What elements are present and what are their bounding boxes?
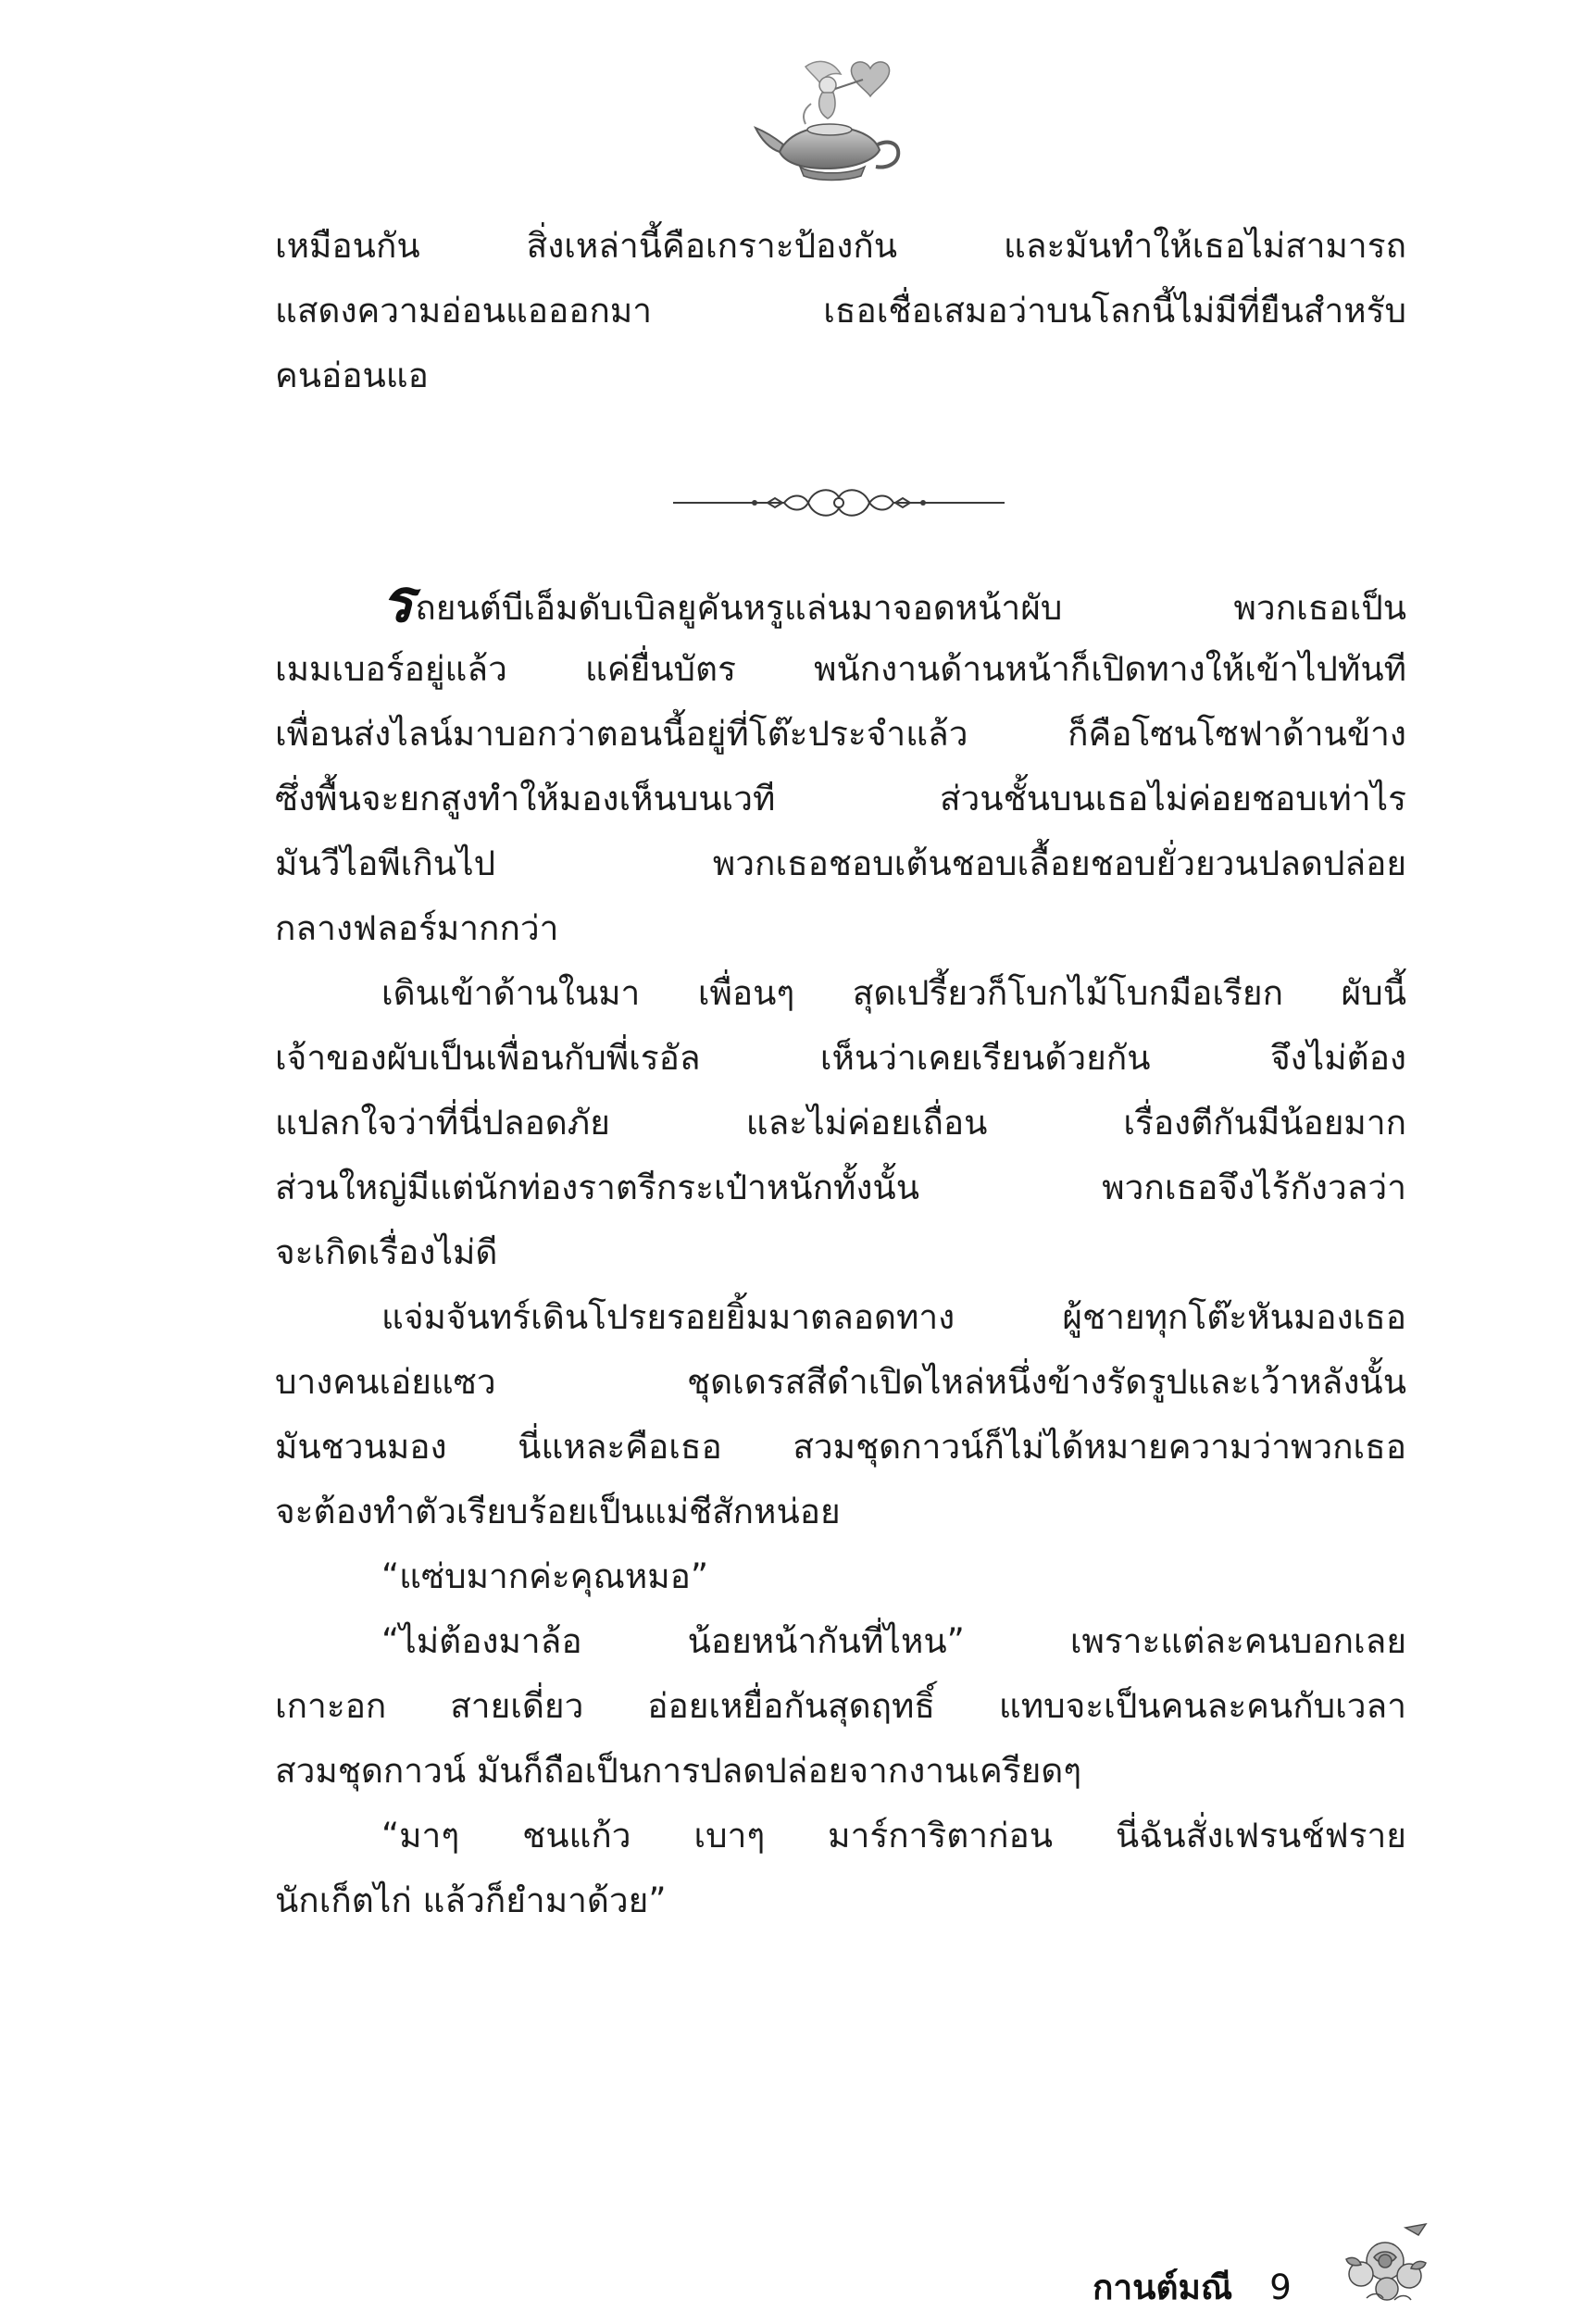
text-line: แปลกใจว่าที่นี่ปลอดภัย และไม่ค่อยเถื่อน เรื่องตีกันมีน้อยมาก <box>275 1103 1406 1143</box>
text-line: แจ่มจันทร์เดินโปรยรอยยิ้มมาตลอดทาง ผู้ชายทุกโต๊ะหันมองเธอ <box>381 1297 1406 1337</box>
text-line: สวมชุดกาวน์ มันก็ถือเป็นการปลดปล่อยจากงานเครียดๆ <box>275 1751 1082 1791</box>
text-line: คนอ่อนแอ <box>275 356 429 395</box>
text-line: “มาๆ ชนแก้ว เบาๆ มาร์การิตาก่อน นี่ฉันสั่งเฟรนช์ฟราย <box>381 1816 1406 1855</box>
story-body <box>275 568 1406 1933</box>
text-line: กลางฟลอร์มากกว่า <box>275 908 559 948</box>
text-line: มันชวนมอง นี่แหละคือเธอ สวมชุดกาวน์ก็ไม่ได้หมายความว่าพวกเธอ <box>275 1427 1406 1467</box>
flower-bouquet-icon <box>1341 2222 1433 2305</box>
book-title: กานต์มณี <box>1093 2267 1233 2307</box>
text-line: “แซ่บมากค่ะคุณหมอ” <box>381 1556 709 1596</box>
text-line: เกาะอก สายเดี่ยว อ่อยเหยื่อกันสุดฤทธิ์ แทบจะเป็นคนละคนกับเวลา <box>275 1686 1406 1726</box>
text-line: มันวีไอพีเกินไป พวกเธอชอบเต้นชอบเลื้อยชอบยั่วยวนปลดปล่อย <box>275 843 1406 883</box>
text-line: ซึ่งพื้นจะยกสูงทำให้มองเห็นบนเวที ส่วนชั้นบนเธอไม่ค่อยชอบเท่าไร <box>275 779 1406 818</box>
text-line: จะเกิดเรื่องไม่ดี <box>275 1232 498 1272</box>
first-line-text: ถยนต์บีเอ็มดับเบิลยูคันหรูแล่นมาจอดหน้าผับ พวกเธอเป็น <box>415 588 1406 628</box>
text-line: เดินเข้าด้านในมา เพื่อนๆ สุดเปรี้ยวก็โบกไม้โบกมือเรียก ผับนี้ <box>381 973 1406 1013</box>
text-line: เจ้าของผับเป็นเพื่อนกับพี่เรอัล เห็นว่าเคยเรียนด้วยกัน จึงไม่ต้อง <box>275 1038 1406 1078</box>
text-line: บางคนเอ่ยแซว ชุดเดรสสีดำเปิดไหล่หนึ่งข้างรัดรูปและเว้าหลังนั้น <box>275 1362 1406 1402</box>
text-line: แสดงความอ่อนแอออกมา เธอเชื่อเสมอว่าบนโลกนี้ไม่มีที่ยืนสำหรับ <box>275 291 1406 331</box>
text-line: ส่วนใหญ่มีแต่นักท่องราตรีกระเป๋าหนักทั้งนั้น พวกเธอจึงไร้กังวลว่า <box>275 1168 1406 1207</box>
cupid-teapot-emblem-icon <box>752 48 909 185</box>
drop-cap: ร <box>381 568 414 636</box>
text-line: “ไม่ต้องมาล้อ น้อยหน้ากันที่ไหน” เพราะแต่ละคนบอกเลย <box>381 1621 1406 1661</box>
text-line: เหมือนกัน สิ่งเหล่านี้คือเกราะป้องกัน และมันทำให้เธอไม่สามารถ <box>275 226 1406 266</box>
page-footer <box>1093 2250 1292 2324</box>
text-line <box>275 568 1406 637</box>
intro-paragraph <box>275 214 1406 408</box>
ornamental-divider-icon <box>673 483 1005 522</box>
text-line: นักเก็ตไก่ แล้วก็ยำมาด้วย” <box>275 1880 667 1920</box>
text-line: จะต้องทำตัวเรียบร้อยเป็นแม่ชีสักหน่อย <box>275 1492 841 1531</box>
text-line: เมมเบอร์อยู่แล้ว แค่ยื่นบัตร พนักงานด้านหน้าก็เปิดทางให้เข้าไปทันที <box>275 649 1406 689</box>
page-number: 9 <box>1269 2267 1292 2307</box>
text-line: เพื่อนส่งไลน์มาบอกว่าตอนนี้อยู่ที่โต๊ะประจำแล้ว ก็คือโซนโซฟาด้านข้าง <box>275 714 1406 754</box>
